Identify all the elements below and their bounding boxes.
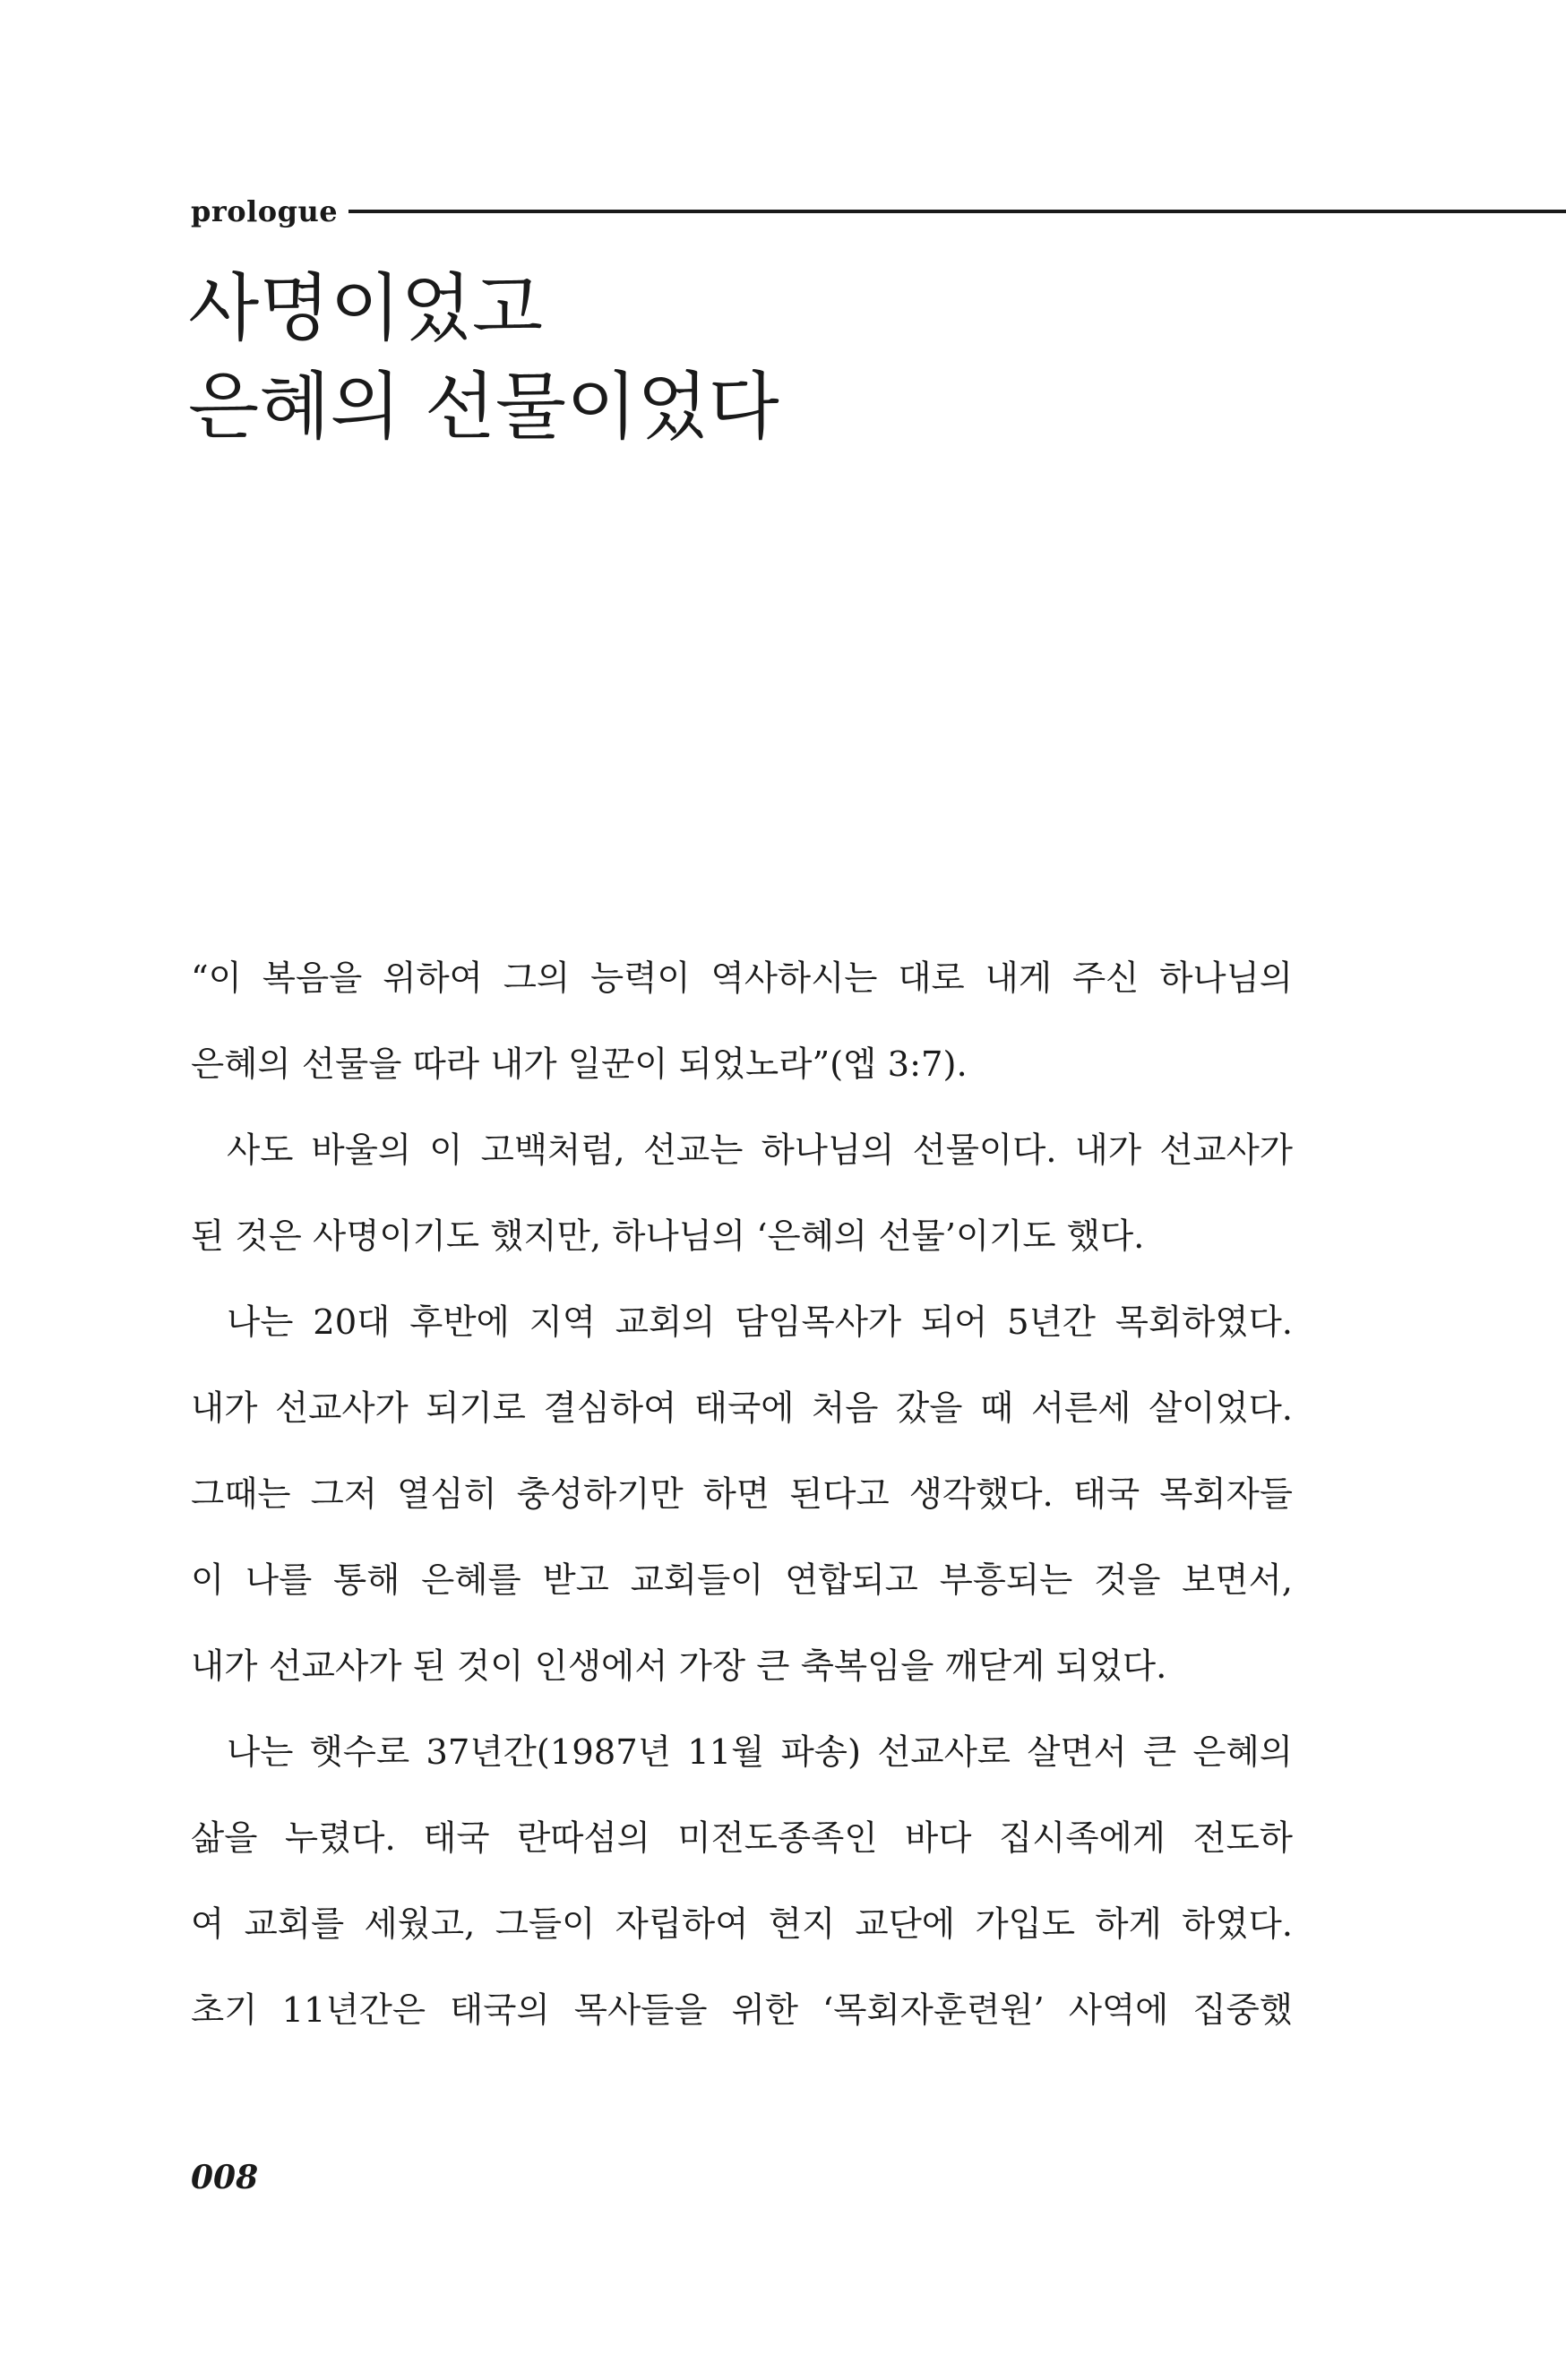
body-line: 초기 11년간은 태국의 목사들을 위한 ‘목회자훈련원’ 사역에 집중했 <box>191 1990 1293 2031</box>
chapter-title-line-2: 은혜의 선물이었다 <box>188 365 779 450</box>
body-line: 나는 20대 후반에 지역 교회의 담임목사가 되어 5년간 목회하였다. <box>227 1302 1293 1343</box>
body-line: 내가 선교사가 되기로 결심하여 태국에 처음 갔을 때 서른세 살이었다. <box>191 1388 1293 1429</box>
page-number: 008 <box>191 2159 259 2196</box>
body-line: “이 복음을 위하여 그의 능력이 역사하시는 대로 내게 주신 하나님의 <box>191 958 1293 999</box>
body-line: 삶을 누렸다. 태국 란따섬의 미전도종족인 바다 집시족에게 전도하 <box>191 1818 1293 1859</box>
body-line: 이 나를 통해 은혜를 받고 교회들이 연합되고 부흥되는 것을 보면서, <box>191 1560 1293 1601</box>
section-header <box>191 192 1566 231</box>
body-line: 여 교회를 세웠고, 그들이 자립하여 현지 교단에 가입도 하게 하였다. <box>191 1904 1293 1945</box>
body-line: 된 것은 사명이기도 했지만, 하나님의 ‘은혜의 선물’이기도 했다. <box>191 1216 1145 1257</box>
chapter-title-line-1: 사명이었고 <box>188 266 544 351</box>
body-line: 은혜의 선물을 따라 내가 일꾼이 되었노라”(엡 3:7). <box>191 1044 968 1085</box>
header-rule <box>348 210 1566 213</box>
body-line: 사도 바울의 이 고백처럼, 선교는 하나님의 선물이다. 내가 선교사가 <box>227 1130 1293 1171</box>
body-line: 그때는 그저 열심히 충성하기만 하면 된다고 생각했다. 태국 목회자들 <box>191 1474 1293 1515</box>
body-line: 내가 선교사가 된 것이 인생에서 가장 큰 축복임을 깨닫게 되었다. <box>191 1646 1167 1687</box>
body-text <box>191 936 1293 2054</box>
body-line: 나는 햇수로 37년간(1987년 11월 파송) 선교사로 살면서 큰 은혜의 <box>227 1732 1293 1773</box>
chapter-title <box>188 260 779 457</box>
section-label: prologue <box>191 194 339 228</box>
